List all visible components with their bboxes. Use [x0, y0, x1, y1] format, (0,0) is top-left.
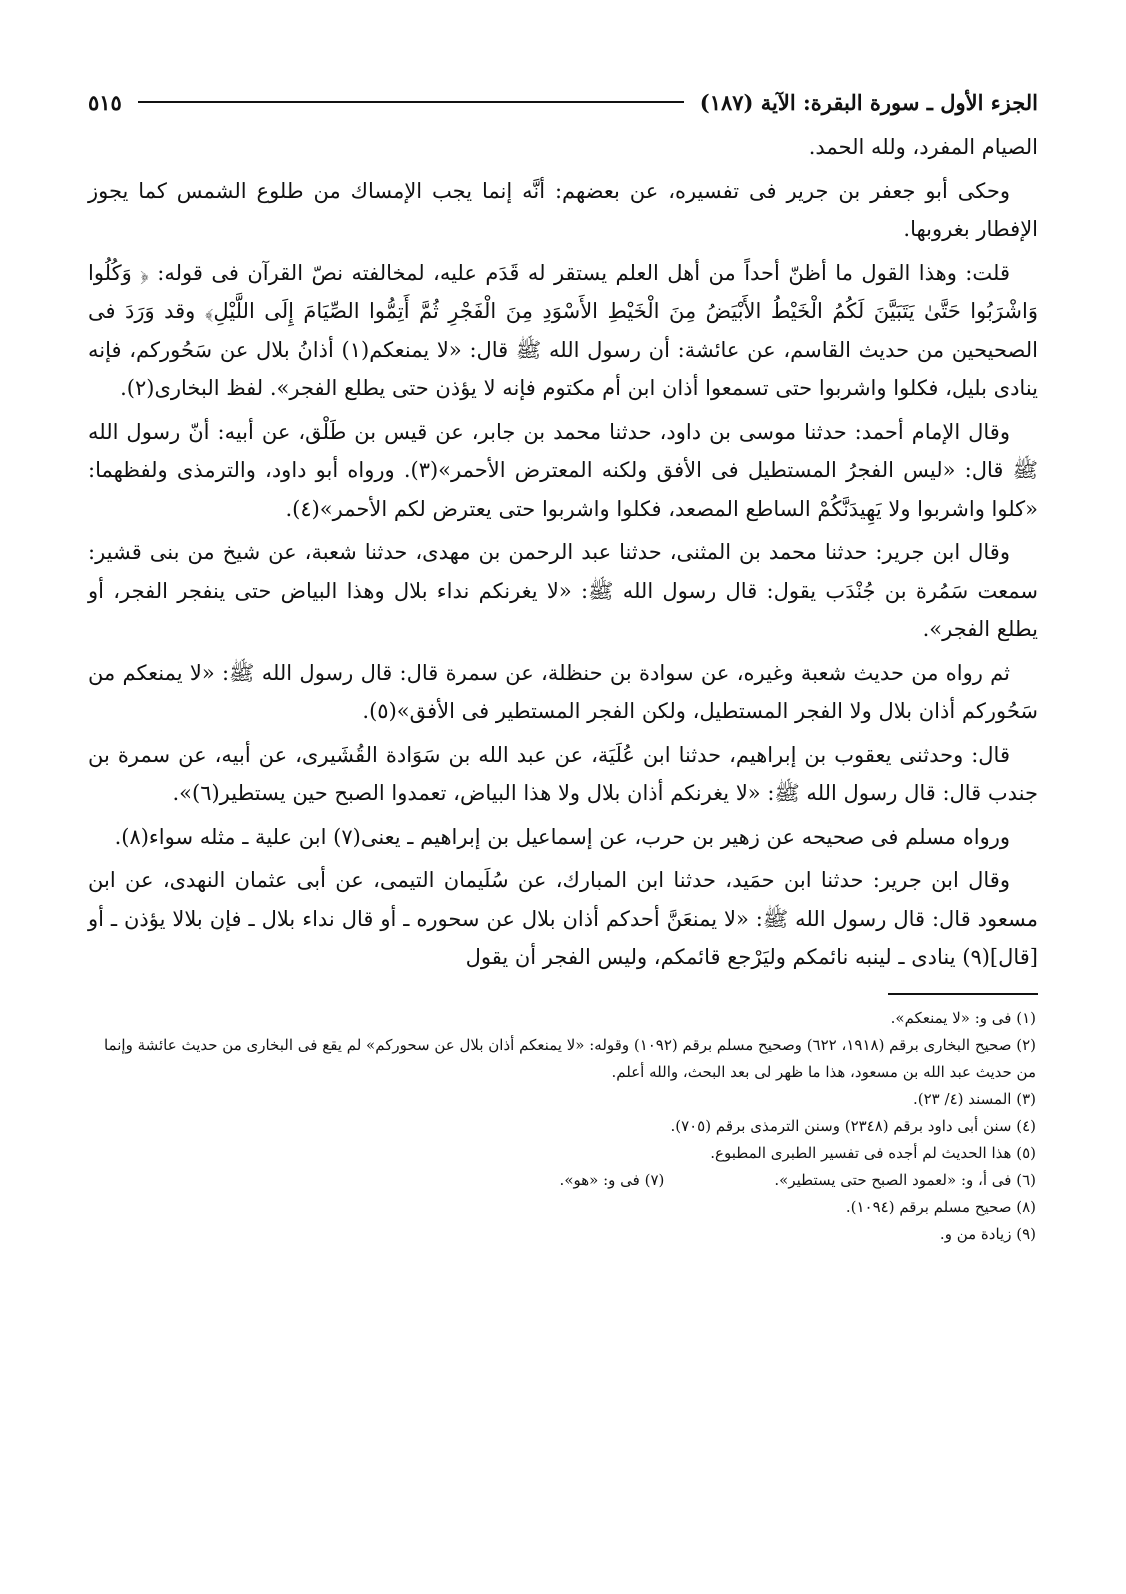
main-text — [88, 128, 1038, 977]
paragraph-4: وقال الإمام أحمد: حدثنا موسى بن داود، حدثنا محمد بن جابر، عن قيس بن طَلْق، عن أبيه: أنّ رسول الله ﷺ قال: «ليس الفجرُ المستطيل فى الأفق ولكنه المعترض الأحمر»(٣). ورواه أبو داود، والترمذى ولفظهما: «كلوا واشربوا ولا يَهِيدَنَّكُمْ الساطع المصعد، فكلوا واشربوا حتى يعترض لكم الأحمر»(٤). — [88, 419, 1039, 521]
footnote-divider — [888, 993, 1038, 995]
header-rule — [138, 101, 684, 103]
footnote-row-6-7 — [88, 1167, 1038, 1194]
footnote-8: (٨) صحيح مسلم برقم (١٠٩٤). — [845, 1197, 1036, 1216]
paragraph-3: قلت: وهذا القول ما أظنّ أحداً من أهل العلم يستقر له قَدَم عليه، لمخالفته نصّ القرآن فى قوله: ﴿ وَكُلُوا وَاشْرَبُوا حَتَّىٰ يَتَبَيَّنَ لَكُمُ الْخَيْطُ الأَبْيَضُ مِنَ الْخَيْطِ الأَسْوَدِ مِنَ الْفَجْرِ ثُمَّ أَتِمُّوا الصِّيَامَ إِلَى اللَّيْلِ﴾ وقد وَرَدَ فى الصحيحين من حديث القاسم، عن عائشة: أن رسول الله ﷺ قال: «لا يمنعكم(١) أذانُ بلال عن سَحُوركم، فإنه ينادى بليل، فكلوا واشربوا حتى تسمعوا أذان ابن أم مكتوم فإنه لا يؤذن حتى يطلع الفجر». لفظ البخارى(٢). — [88, 260, 1038, 400]
footnote-9: (٩) زيادة من و. — [939, 1224, 1036, 1243]
book-page — [88, 84, 1038, 1564]
footnote-2: (٢) صحيح البخارى برقم (١٩١٨، ٦٢٢) وصحيح مسلم برقم (١٠٩٢) وقوله: «لا يمنعكم أذان بلال عن سحوركم» لم يقع فى البخارى من حديث عائشة وإنما من حديث عبد الله بن مسعود، هذا ما ظهر لى بعد البحث، والله أعلم. — [103, 1035, 1036, 1081]
header-title: الجزء الأول ـ سورة البقرة: الآية (١٨٧) — [699, 89, 1038, 115]
paragraph-9: وقال ابن جرير: حدثنا ابن حمَيد، حدثنا ابن المبارك، عن سُلَيمان التيمى، عن أبى عثمان النهدى، عن ابن مسعود قال: قال رسول الله ﷺ: «لا يمنعَنَّ أحدكم أذان بلال عن سحوره ـ أو قال نداء بلال ـ فإن بلالا يؤذن ـ أو [قال](٩) ينادى ـ لينبه نائمكم وليَرْجع قائمكم، وليس الفجر أن يقول — [88, 868, 1038, 969]
page-number: ٥١٥ — [88, 89, 122, 115]
footnotes — [88, 1005, 1038, 1248]
paragraph-6: ثم رواه من حديث شعبة وغيره، عن سوادة بن حنظلة، عن سمرة قال: قال رسول الله ﷺ: «لا يمنعكم من سَحُوركم أذان بلال ولا الفجر المستطيل، ولكن الفجر المستطير فى الأفق»(٥). — [88, 660, 1038, 723]
footnote-5: (٥) هذا الحديث لم أجده فى تفسير الطبرى المطبوع. — [710, 1143, 1036, 1162]
footnote-6: (٦) فى أ، و: «لعمود الصبح حتى يستطير». — [774, 1170, 1036, 1189]
footnote-7: (٧) فى و: «هو». — [559, 1170, 665, 1189]
footnote-4: (٤) سنن أبى داود برقم (٢٣٤٨) وسنن الترمذى برقم (٧٠٥). — [670, 1116, 1036, 1135]
running-header — [88, 84, 1038, 120]
paragraph-5: وقال ابن جرير: حدثنا محمد بن المثنى، حدثنا عبد الرحمن بن مهدى، حدثنا شعبة، عن شيخ من بنى قشير: سمعت سَمُرة بن جُنْدَب يقول: قال رسول الله ﷺ: «لا يغرنكم نداء بلال وهذا البياض حتى ينفجر الفجر، أو يطلع الفجر». — [88, 540, 1038, 641]
paragraph-1: الصيام المفرد، ولله الحمد. — [808, 135, 1038, 159]
footnote-1: (١) فى و: «لا يمنعكم». — [890, 1008, 1036, 1027]
footnote-3: (٣) المسند (٤/ ٢٣). — [913, 1089, 1036, 1108]
paragraph-7: قال: وحدثنى يعقوب بن إبراهيم، حدثنا ابن عُلَيَة، عن عبد الله بن سَوَادة القُشَيرى، عن أبيه، عن سمرة بن جندب قال: قال رسول الله ﷺ: «لا يغرنكم أذان بلال ولا هذا البياض، تعمدوا الصبح حين يستطير(٦)». — [88, 742, 1038, 805]
paragraph-2: وحكى أبو جعفر بن جرير فى تفسيره، عن بعضهم: أنَّه إنما يجب الإمساك من طلوع الشمس كما يجوز الإفطار بغروبها. — [88, 178, 1038, 241]
paragraph-8: ورواه مسلم فى صحيحه عن زهير بن حرب، عن إسماعيل بن إبراهيم ـ يعنى(٧) ابن علية ـ مثله سواء(٨). — [114, 824, 1010, 849]
